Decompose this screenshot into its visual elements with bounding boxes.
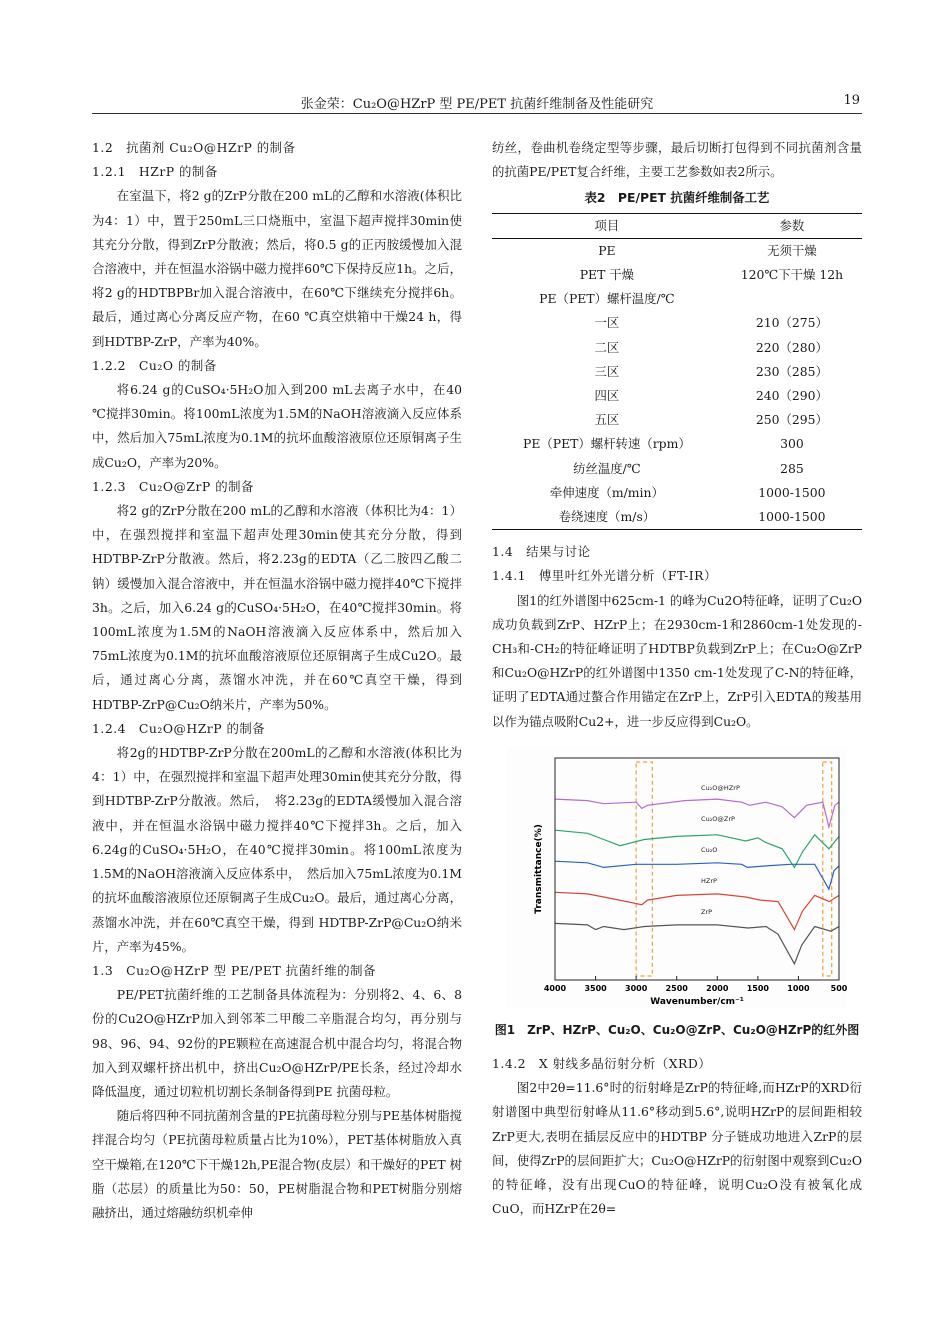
x-tick-label: 4000 [543, 983, 567, 993]
section-1-2-3-text: 将2 g的ZrP分散在200 mL的乙醇和水溶液（体积比为4：1）中，在强烈搅拌和室温下超声处理30min使其充分分散，得到HDTBP-ZrP分散液。然后，将2.23g的EDTA（乙二胺四乙酸二钠）缓慢加入混合溶液中，并在恒温水浴锅中磁力搅拌40℃下搅拌3h。之后，加入6.24 g的CuSO₄·5H₂O，在40℃搅拌30min。将100mL浓度为1.5M的NaOH溶液滴入反应体系中，然后加入75mL浓度为0.1M的抗坏血酸溶液原位还原铜离子生成Cu2O。最后，通过离心分离，蒸馏水冲洗，并在60℃真空干燥，得到HDTBP-ZrP@Cu₂O纳米片，产率为50%。 [92, 503, 462, 712]
table-cell-item: PE（PET）螺杆温度/℃ [539, 291, 675, 307]
series-label: Cu₂O@ZrP [701, 814, 735, 823]
table-cell-param: 1000-1500 [758, 484, 826, 500]
table-2-caption: 表2 PE/PET 抗菌纤维制备工艺 [584, 190, 770, 206]
table-cell-param: 220（280） [755, 339, 828, 355]
running-header [92, 91, 862, 114]
section-1-4-2-text: 图2中2θ=11.6°时的衍射峰是ZrP的特征峰,而HZrP的XRD衍射谱图中典型衍射峰从11.6°移动到5.6°,说明HZrP的层间距相较ZrP更大,表明在插层反应中的HDTBP 分子链成功地进入ZrP的层间，使得ZrP的层间距扩大；Cu₂O@HZrP的衍射图中观察到Cu₂O的特征峰，没有出现CuO的特征峰，说明Cu₂O没有被氧化成CuO，而HZrP在2θ= [492, 1080, 862, 1217]
section-1-2-2-text: 将6.24 g的CuSO₄·5H₂O加入到200 mL去离子水中，在40 ℃搅拌30min。将100mL浓度为1.5M的NaOH溶液滴入反应体系中，然后加入75mL浓度为0.1M的抗坏血酸溶液原位还原铜离子生成Cu₂O，产率为20%。 [92, 382, 462, 470]
section-1-4-1-heading: 1.4.1 傅里叶红外光谱分析（FT-IR） [492, 568, 717, 584]
section-1-2-3-heading: 1.2.3 Cu₂O@ZrP 的制备 [92, 478, 254, 494]
table-row [492, 238, 862, 263]
table-cell-param: 240（290） [755, 388, 828, 404]
series-label: Cu₂O [701, 845, 718, 854]
section-1-3-text-continued: 纺丝，卷曲机卷绕定型等步骤，最后切断打包得到不同抗菌剂含量的抗菌PE/PET复合纤维，主要工艺参数如表2所示。 [492, 140, 862, 180]
x-tick-label: 2000 [706, 983, 729, 993]
section-1-3-text-2: 随后将四种不同抗菌剂含量的PE抗菌母粒分别与PE基体树脂搅拌混合均匀（PE抗菌母粒质量占比为10%），PET基体树脂放入真空干燥箱,在120℃下干燥12h,PE混合物(皮层）和干燥好的PET 树脂（芯层）的质量比为50：50，PE树脂混合物和PET树脂分别熔融挤出，通过熔融纺织机牵伸 [92, 1108, 462, 1220]
x-tick-label: 2500 [665, 983, 688, 993]
table-row [492, 311, 862, 335]
section-1-2-2-heading: 1.2.2 Cu₂O 的制备 [92, 357, 217, 373]
table-cell-item: 三区 [594, 363, 620, 379]
table-row [492, 432, 862, 456]
table-cell-param: 300 [780, 436, 804, 452]
section-1-3-text-1: PE/PET抗菌纤维的工艺制备具体流程为：分别将2、4、6、8份的Cu2O@HZrP加入到邻苯二甲酸二辛脂混合均匀，再分别与98、96、94、92份的PE颗粒在高速混合机中混合均匀，将混合物加入到双螺杆挤出机中，挤出Cu₂O@HZrP/PE长条，经过冷却水降低温度，通过切粒机切割长条制备得到PE 抗菌母粒。 [92, 987, 462, 1099]
section-1-2-heading: 1.2 抗菌剂 Cu₂O@HZrP 的制备 [92, 140, 296, 155]
x-tick-label: 1000 [787, 983, 810, 993]
table-row [492, 457, 862, 481]
table-cell-item: 四区 [594, 388, 620, 404]
table-cell-param: 250（295） [755, 412, 828, 428]
figure-1-caption: 图1 ZrP、HZrP、Cu₂O、Cu₂O@ZrP、Cu₂O@HZrP的红外图 [494, 1022, 860, 1037]
table-cell-item: 一区 [594, 315, 620, 331]
section-1-2-1-text: 在室温下，将2 g的ZrP分散在200 mL的乙醇和水溶液(体积比为4：1）中，置于250mL三口烧瓶中，室温下超声搅拌30min使其充分分散，得到ZrP分散液；然后，将0.5 g的正丙胺缓慢加入混合溶液中，并在恒温水浴锅中磁力搅拌60℃下保持反应1h。之后，将2 g的HDTBPBr加入混合溶液中，在60℃下继续充分搅拌6h。最后，通过离心分离反应产物，在60 ℃真空烘箱中干燥24 h，得到HDTBP-ZrP，产率为40%。 [92, 188, 462, 349]
table-cell-item: 二区 [594, 339, 620, 355]
table-cell-item: 卷绕速度（m/s） [558, 509, 656, 525]
x-axis-label: Wavenumber/cm⁻¹ [650, 996, 744, 1007]
table-cell-item: 五区 [594, 412, 620, 428]
series-label: Cu₂O@HZrP [701, 783, 740, 792]
section-1-4-heading: 1.4 结果与讨论 [492, 544, 591, 560]
page-number: 19 [843, 93, 860, 108]
section-1-4-1-text: 图1的红外谱图中625cm-1 的峰为Cu2O特征峰，证明了Cu₂O成功负载到ZrP、HZrP上；在2930cm-1和2860cm-1处发现的-CH₃和-CH₂的特征峰证明了HDTBP负载到ZrP上；在Cu₂O@ZrP和Cu₂O@HZrP的红外谱图中1350 cm-1处发现了C-N的特征峰，证明了EDTA通过螯合作用锚定在ZrP上，ZrP引入EDTA的羧基用以作为锚点吸附Cu2+，进一步反应得到Cu₂O。 [492, 592, 862, 729]
table-cell-param: 285 [780, 460, 804, 476]
left-column [92, 136, 462, 1225]
table-row [492, 384, 862, 408]
table-cell-item: PE [598, 242, 616, 258]
y-axis-label: Transmittance(%) [534, 824, 544, 914]
table-row [492, 336, 862, 360]
ftir-chart [507, 748, 847, 1008]
series-label: HZrP [701, 876, 717, 885]
running-title: 张金荣：Cu₂O@HZrP 型 PE/PET 抗菌纤维制备及性能研究 [300, 97, 654, 112]
table-cell-item: PE（PET）螺杆转速（rpm） [523, 436, 691, 452]
table-header-param: 参数 [779, 217, 805, 233]
table-cell-item: PET 干燥 [579, 267, 635, 283]
table-row [492, 481, 862, 505]
section-1-2-4-heading: 1.2.4 Cu₂O@HZrP 的制备 [92, 720, 266, 736]
section-1-2-1-heading: 1.2.1 HZrP 的制备 [92, 164, 218, 180]
x-tick-label: 3000 [625, 983, 648, 993]
table-cell-param: 1000-1500 [758, 509, 826, 525]
table-header-row [492, 213, 862, 238]
table-row [492, 505, 862, 530]
right-column [492, 136, 862, 1222]
figure-1 [492, 748, 862, 1042]
table-cell-param: 120℃下干燥 12h [740, 267, 844, 283]
table-cell-param: 230（285） [755, 363, 828, 379]
table-cell-item: 牵伸速度（m/min） [549, 484, 664, 500]
table-row [492, 360, 862, 384]
table-cell-param: 210（275） [755, 315, 828, 331]
section-1-3-heading: 1.3 Cu₂O@HZrP 型 PE/PET 抗菌纤维的制备 [92, 962, 376, 978]
x-tick-label: 500 [830, 983, 847, 993]
section-1-2-4-text: 将2g的HDTBP-ZrP分散在200mL的乙醇和水溶液(体积比为4：1）中，在强烈搅拌和室温下超声处理30min使其充分分散，得到HDTBP-ZrP分散液。然后， 将2.23g的EDTA缓慢加入混合溶液中，并在恒温水浴锅中磁力搅拌40℃下搅拌3h。之后，加入6.24g的CuSO₄·5H₂O，在40℃搅拌30min。将100mL浓度为1.5M的NaOH溶液滴入反应体系中， 然后加入75mL浓度为0.1M的抗坏血酸溶液原位还原铜离子生成Cu₂O。最后，通过离心分离，蒸馏水冲洗，并在60℃真空干燥，得到 HDTBP-ZrP@Cu₂O纳米片，产率为45%。 [92, 745, 462, 954]
x-tick-label: 3500 [584, 983, 607, 993]
chart-background [507, 748, 847, 1008]
table-row [492, 287, 862, 311]
table-row [492, 408, 862, 432]
process-table [492, 213, 862, 531]
x-tick-label: 1500 [746, 983, 769, 993]
table-row [492, 263, 862, 287]
section-1-4-2-heading: 1.4.2 X 射线多晶衍射分析（XRD） [492, 1056, 712, 1072]
table-cell-param [722, 287, 862, 311]
table-header-item: 项目 [594, 217, 620, 233]
table-cell-item: 纺丝温度/℃ [573, 460, 641, 476]
series-label: ZrP [701, 907, 713, 916]
table-cell-param: 无须干燥 [767, 242, 817, 258]
